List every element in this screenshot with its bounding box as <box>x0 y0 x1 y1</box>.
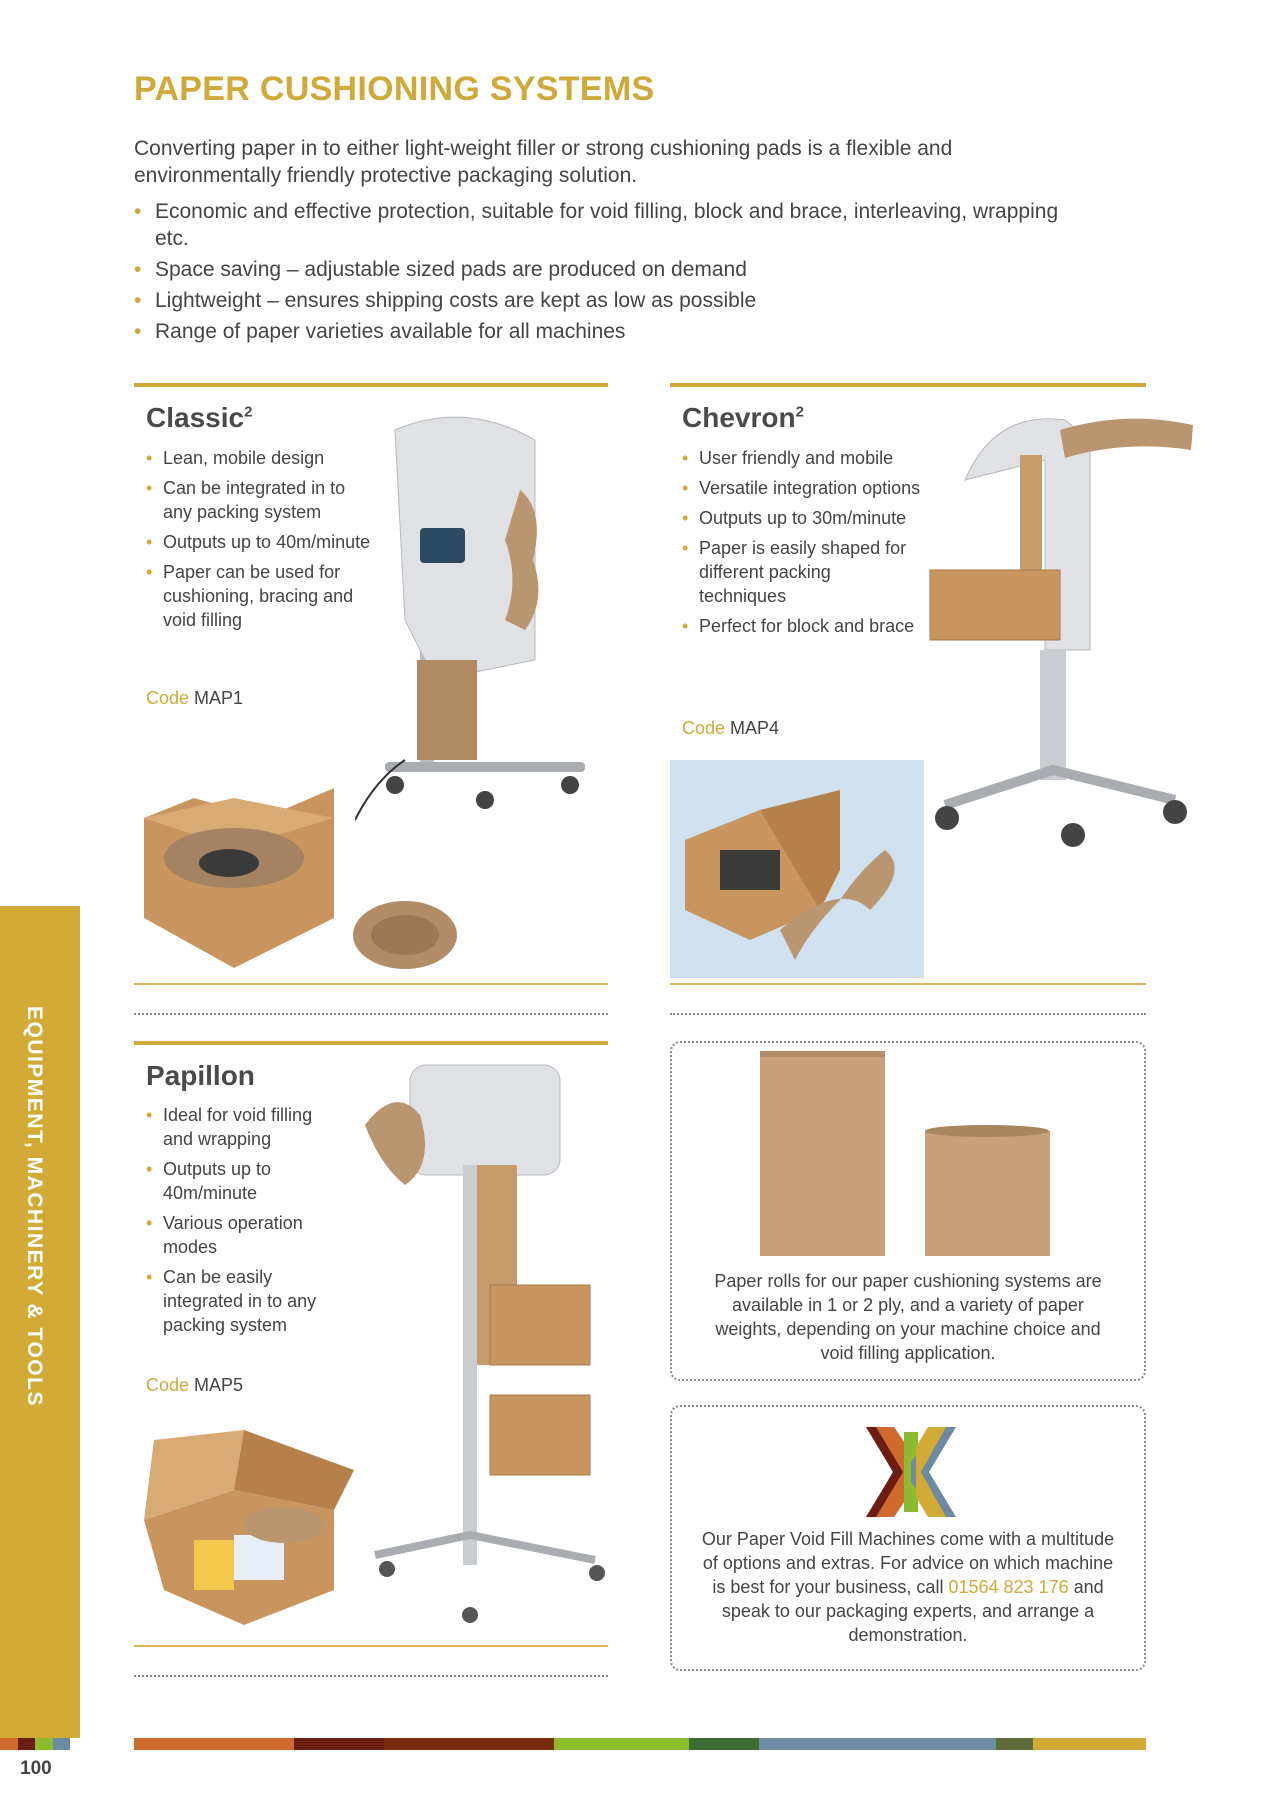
list-item: • Can be integrated in to any packing system <box>146 476 376 524</box>
chevron-top-rule <box>670 383 1146 387</box>
chevron-machine-image <box>925 400 1195 855</box>
chevron-title: Chevron$^2$ <box>682 402 804 433</box>
classic-features <box>146 446 376 638</box>
list-item: • Lightweight – ensures shipping costs are kept as low as possible <box>134 287 1094 314</box>
list-item: • Paper is easily shaped for different packing techniques <box>682 536 922 608</box>
advice-text: Our Paper Void Fill Machines come with a multitude of options and extras. For advice on which machine is best for your business, call 01564 823 176 and speak to our packaging experts, and arrange a demonstration. <box>701 1529 1115 1645</box>
list-item: • Outputs up to 40m/minute <box>146 530 376 554</box>
section-side-tab <box>0 906 80 1738</box>
list-item: • Versatile integration options <box>682 476 922 500</box>
chevron-bottom-rule <box>670 983 1146 985</box>
list-item: • Various operation modes <box>146 1211 346 1259</box>
classic-box-image <box>134 778 354 978</box>
benefits-list <box>134 198 1094 349</box>
papillon-features <box>146 1103 346 1343</box>
papillon-title: Papillon <box>146 1060 255 1091</box>
divider <box>134 1675 608 1677</box>
papillon-bottom-rule <box>134 1645 608 1647</box>
divider <box>134 1013 608 1015</box>
list-item: • Space saving – adjustable sized pads are produced on demand <box>134 256 1094 283</box>
list-item: • Range of paper varieties available for all machines <box>134 318 1094 345</box>
list-item: • Perfect for block and brace <box>682 614 922 638</box>
papillon-code: Code MAP5 <box>146 1375 244 1395</box>
classic-title: Classic$^2$ <box>146 402 253 433</box>
advice-box <box>670 1405 1146 1671</box>
list-item: • Ideal for void filling and wrapping <box>146 1103 346 1151</box>
chevron-box-image <box>670 760 924 978</box>
list-item: • Outputs up to 40m/minute <box>146 1157 346 1205</box>
side-tab-label: EQUIPMENT, MACHINERY & TOOLS <box>23 1006 46 1407</box>
intro-paragraph: Converting paper in to either light-weight filler or strong cushioning pads is a flexible and environmentally friendly protective packaging solution. <box>134 137 953 187</box>
paper-rolls-image <box>760 1051 1060 1261</box>
classic-code: Code MAP1 <box>146 688 244 708</box>
bottom-color-stripe <box>134 1738 1146 1750</box>
list-item: • Lean, mobile design <box>146 446 376 470</box>
paper-rolls-text: Paper rolls for our paper cushioning systems are available in 1 or 2 ply, and a variety of paper weights, depending on your machine choice and void filling application. <box>714 1271 1102 1363</box>
classic-bottom-rule <box>134 983 608 985</box>
phone-link[interactable]: 01564 823 176 <box>948 1577 1069 1597</box>
chevron-code: Code MAP4 <box>682 718 780 738</box>
logo-icon <box>866 1427 956 1517</box>
classic-machine-image <box>355 400 615 830</box>
divider <box>670 1013 1146 1015</box>
list-item: • Can be easily integrated in to any packing system <box>146 1265 346 1337</box>
list-item: • Paper can be used for cushioning, bracing and void filling <box>146 560 376 632</box>
papillon-box-image <box>134 1430 374 1630</box>
classic-top-rule <box>134 383 608 387</box>
paper-rolls-box <box>670 1041 1146 1381</box>
page-title: PAPER CUSHIONING SYSTEMS <box>134 70 655 108</box>
list-item: • Economic and effective protection, suitable for void filling, block and brace, interleaving, wrapping etc. <box>134 198 1094 252</box>
classic-paper-pad-image <box>350 895 460 975</box>
papillon-top-rule <box>134 1041 608 1045</box>
chevron-features <box>682 446 922 644</box>
side-color-stripe <box>0 1738 70 1750</box>
papillon-machine-image <box>365 1055 615 1635</box>
page-number: 100 <box>20 1758 52 1779</box>
list-item: • Outputs up to 30m/minute <box>682 506 922 530</box>
list-item: • User friendly and mobile <box>682 446 922 470</box>
